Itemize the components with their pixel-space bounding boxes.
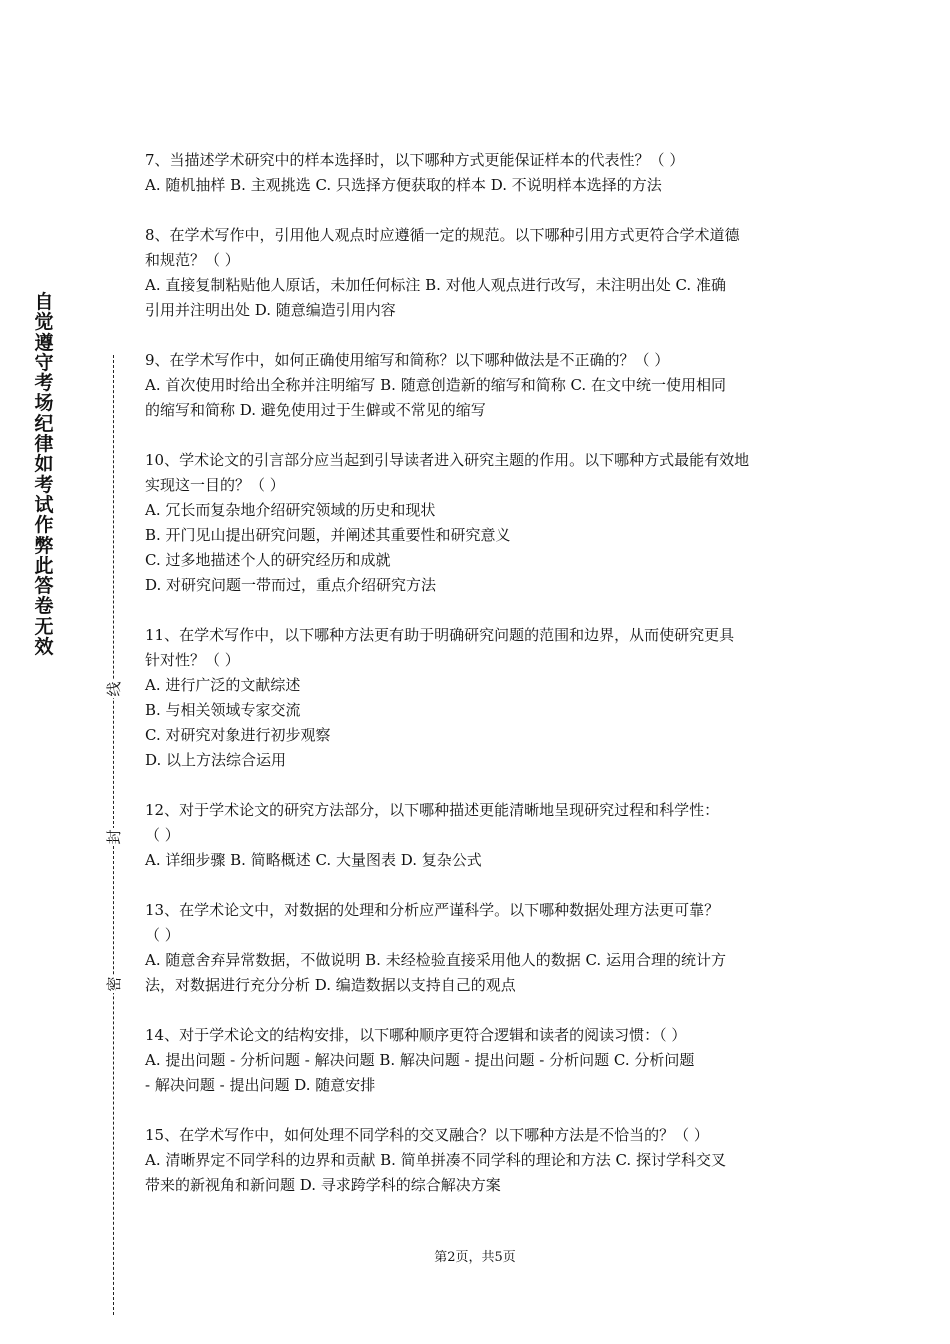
question-line: A. 随意舍弃异常数据，不做说明 B. 未经检验直接采用他人的数据 C. 运用合理的统计方 [145,951,726,969]
question-14 [145,1023,810,1098]
binding-label-line: 线 [105,681,123,697]
question-line: A. 进行广泛的文献综述 [145,676,301,694]
question-line: A. 详细步骤 B. 简略概述 C. 大量图表 D. 复杂公式 [145,851,482,869]
question-line: 13、在学术论文中，对数据的处理和分析应严谨科学。以下哪种数据处理方法更可靠？ [145,901,720,919]
question-line: 8、在学术写作中，引用他人观点时应遵循一定的规范。以下哪种引用方式更符合学术道德 [145,226,740,244]
question-line: （ ） [145,926,180,944]
question-line: C. 对研究对象进行初步观察 [145,726,331,744]
question-line: B. 开门见山提出研究问题，并阐述其重要性和研究意义 [145,526,511,544]
question-7 [145,148,810,198]
question-list [145,148,810,1223]
question-line: 9、在学术写作中，如何正确使用缩写和简称？以下哪种做法是不正确的？（ ） [145,351,670,369]
question-line: 实现这一目的？（ ） [145,476,285,494]
question-line: 14、对于学术论文的结构安排，以下哪种顺序更符合逻辑和读者的阅读习惯：（ ） [145,1026,687,1044]
question-line: 15、在学术写作中，如何处理不同学科的交叉融合？以下哪种方法是不恰当的？（ ） [145,1126,709,1144]
question-line: A. 首次使用时给出全称并注明缩写 B. 随意创造新的缩写和简称 C. 在文中统一使用相同 [145,376,726,394]
question-line: C. 过多地描述个人的研究经历和成就 [145,551,391,569]
question-line: 10、学术论文的引言部分应当起到引导读者进入研究主题的作用。以下哪种方式最能有效地 [145,451,750,469]
question-line: 12、对于学术论文的研究方法部分，以下哪种描述更能清晰地呈现研究过程和科学性： [145,801,720,819]
question-15 [145,1123,810,1198]
question-line: A. 直接复制粘贴他人原话，未加任何标注 B. 对他人观点进行改写，未注明出处 C. 准确 [145,276,726,294]
question-13 [145,898,810,998]
question-line: B. 与相关领域专家交流 [145,701,301,719]
question-line: （ ） [145,826,180,844]
binding-label-seal: 封 [105,829,123,845]
question-11 [145,623,810,773]
question-line: 带来的新视角和新问题 D. 寻求跨学科的综合解决方案 [145,1176,501,1194]
page-number: 第2页，共5页 [434,1250,516,1265]
exam-discipline-notice: 自觉遵守考场纪律如考试作弊此答卷无效 [34,291,54,659]
question-line: A. 清晰界定不同学科的边界和贡献 B. 简单拼凑不同学科的理论和方法 C. 探讨学科交叉 [145,1151,726,1169]
question-9 [145,348,810,423]
question-line: 和规范？（ ） [145,251,240,269]
question-line: A. 提出问题 - 分析问题 - 解决问题 B. 解决问题 - 提出问题 - 分析问题 C. 分析问题 [145,1051,695,1069]
question-8 [145,223,810,323]
question-line: 引用并注明出处 D. 随意编造引用内容 [145,301,396,319]
question-line: A. 冗长而复杂地介绍研究领域的历史和现状 [145,501,436,519]
question-line: 的缩写和简称 D. 避免使用过于生僻或不常见的缩写 [145,401,486,419]
question-12 [145,798,810,873]
question-line: - 解决问题 - 提出问题 D. 随意安排 [145,1076,376,1094]
binding-label-dense: 密 [105,976,123,992]
question-line: 7、当描述学术研究中的样本选择时，以下哪种方式更能保证样本的代表性？（ ） [145,151,685,169]
question-line: A. 随机抽样 B. 主观挑选 C. 只选择方便获取的样本 D. 不说明样本选择的方法 [145,176,662,194]
question-10 [145,448,810,598]
question-line: 针对性？（ ） [145,651,240,669]
question-line: 法，对数据进行充分分析 D. 编造数据以支持自己的观点 [145,976,516,994]
question-line: D. 对研究问题一带而过，重点介绍研究方法 [145,576,437,594]
question-line: 11、在学术写作中，以下哪种方法更有助于明确研究问题的范围和边界，从而使研究更具 [145,626,735,644]
question-line: D. 以上方法综合运用 [145,751,287,769]
